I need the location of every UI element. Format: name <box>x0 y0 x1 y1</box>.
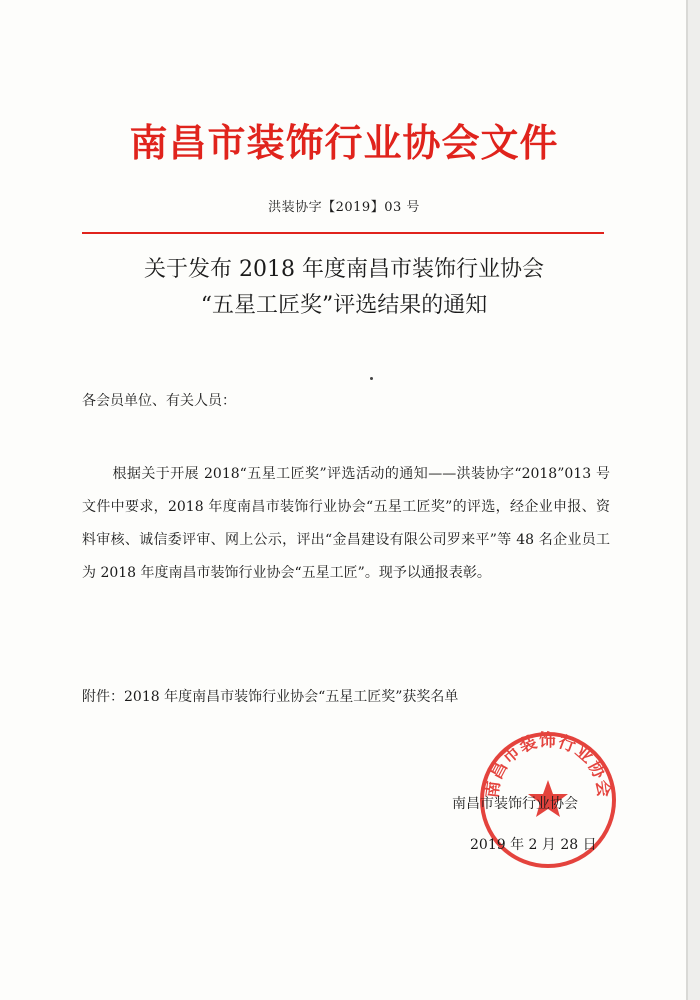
attachment-line: 附件：2018 年度南昌市装饰行业协会“五星工匠奖”获奖名单 <box>82 689 459 705</box>
document-number: 洪装协字【2019】03 号 <box>268 200 420 215</box>
document-header-title: 南昌市装饰行业协会文件 <box>129 121 559 165</box>
salutation: 各会员单位、有关人员： <box>82 393 236 409</box>
body-paragraph <box>82 458 610 590</box>
body-paragraph-text: 根据关于开展 2018“五星工匠奖”评选活动的通知——洪装协字“2018”013 号文件中要求，2018 年度南昌市装饰行业协会“五星工匠奖”的评选，经企业申报、资料审核、诚信委评审、网上公示，评出“金昌建设有限公司罗来平”等 48 名企业员工为 2018 年度南昌市装饰行业协会“五星工匠”。现予以通报表彰。 <box>82 466 610 581</box>
signature-date: 2019 年 2 月 28 日 <box>470 837 597 853</box>
red-divider-line <box>82 232 604 234</box>
scan-speck <box>370 377 373 380</box>
signature-organization: 南昌市装饰行业协会 <box>452 796 578 812</box>
notice-title-line-1: 关于发布 2018 年度南昌市装饰行业协会 <box>144 257 544 282</box>
notice-title-line-2: “五星工匠奖”评选结果的通知 <box>200 293 488 318</box>
notice-title <box>0 252 688 324</box>
official-seal-text: 南昌市装饰行业协会 <box>482 731 614 800</box>
